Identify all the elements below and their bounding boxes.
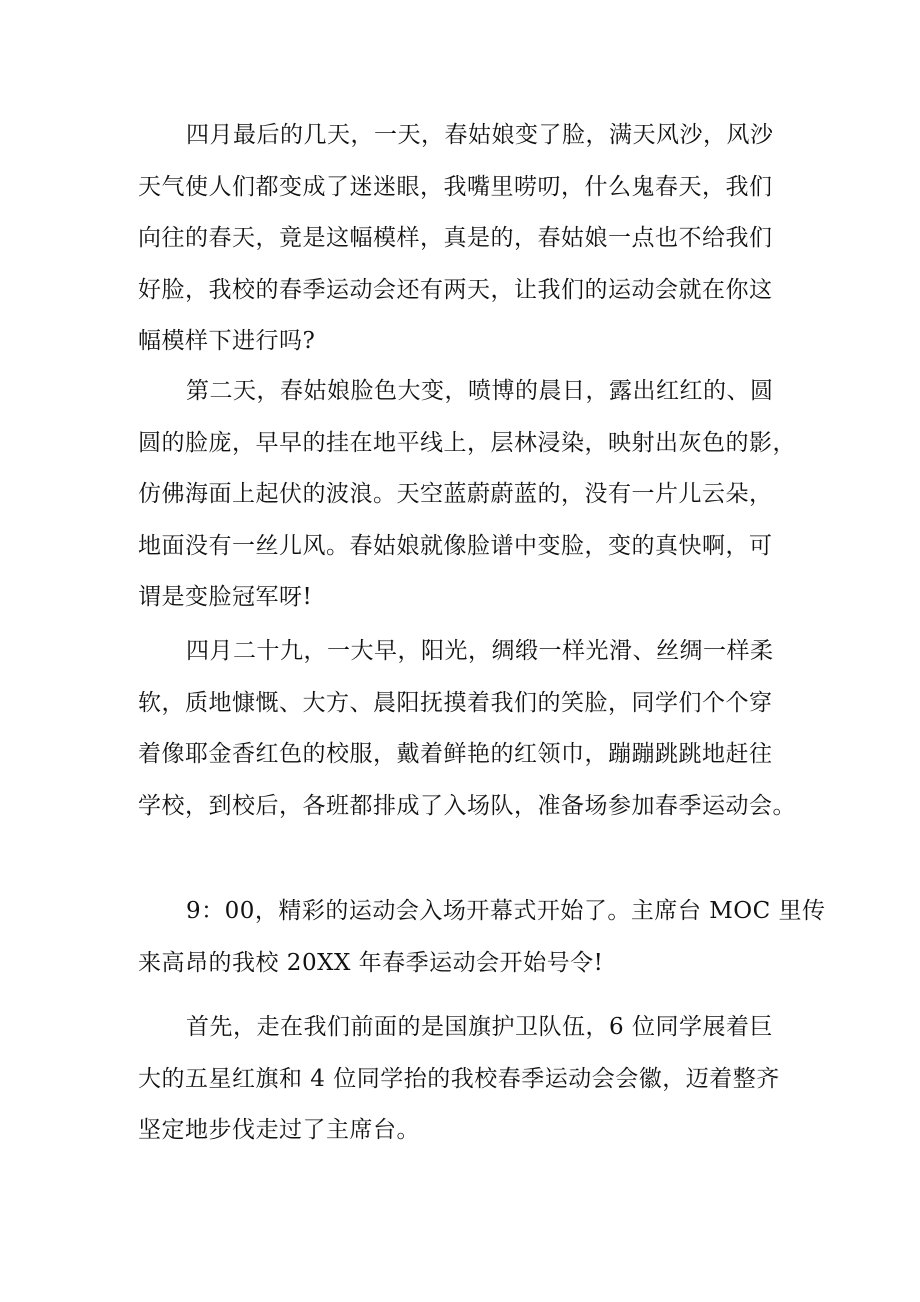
- text-line: 第二天，春姑娘脸色大变，喷博的晨日，露出红红的、圆: [186, 378, 774, 404]
- text-line: 9：00，精彩的运动会入场开幕式开始了。主席台 MOC 里传: [186, 898, 826, 924]
- text-line: 首先，走在我们前面的是国旗护卫队伍，6 位同学展着巨: [186, 1014, 773, 1040]
- text-line: 幅模样下进行吗?: [138, 328, 316, 354]
- text-line: 仿佛海面上起伏的波浪。天空蓝蔚蔚蓝的，没有一片儿云朵，: [138, 481, 773, 507]
- paragraph-2: [138, 366, 796, 624]
- text-line: 软，质地慷慨、大方、晨阳抚摸着我们的笑脸，同学们个个穿: [138, 689, 773, 716]
- paragraph-4: [138, 886, 826, 989]
- text-line: 大的五星红旗和 4 位同学抬的我校春季运动会会徽，迈着整齐: [138, 1065, 780, 1092]
- text-line: 天气使人们都变成了迷迷眼，我嘴里唠叨，什么鬼春天，我们: [138, 173, 773, 200]
- text-line: 着像耶金香红色的校服，戴着鲜艳的红领巾，蹦蹦跳跳地赶往: [138, 741, 773, 767]
- text-line: 四月二十九，一大早，阳光，绸缎一样光滑、丝绸一样柔: [186, 638, 774, 664]
- text-line: 四月最后的几天，一天，春姑娘变了脸，满天风沙，风沙: [186, 122, 774, 148]
- text-line: 谓是变脸冠军呀!: [138, 584, 313, 610]
- text-line: 好脸，我校的春季运动会还有两天，让我们的运动会就在你这: [138, 276, 773, 303]
- text-line: 地面没有一丝儿风。春姑娘就像脸谱中变脸，变的真快啊，可: [138, 532, 773, 559]
- text-line: 圆的脸庞，早早的挂在地平线上，层林浸染，映射出灰色的影，: [138, 429, 796, 456]
- text-line: 向往的春天，竟是这幅模样，真是的，春姑娘一点也不给我们: [138, 225, 773, 251]
- paragraph-3: [138, 626, 796, 832]
- paragraph-5: [138, 1002, 778, 1157]
- paragraph-1: [138, 110, 778, 368]
- text-line: 来高昂的我校 20XX 年春季运动会开始号令!: [138, 949, 604, 976]
- text-line: 学校，到校后，各班都排成了入场队，准备场参加春季运动会。: [138, 792, 796, 819]
- text-line: 坚定地步伐走过了主席台。: [138, 1117, 420, 1143]
